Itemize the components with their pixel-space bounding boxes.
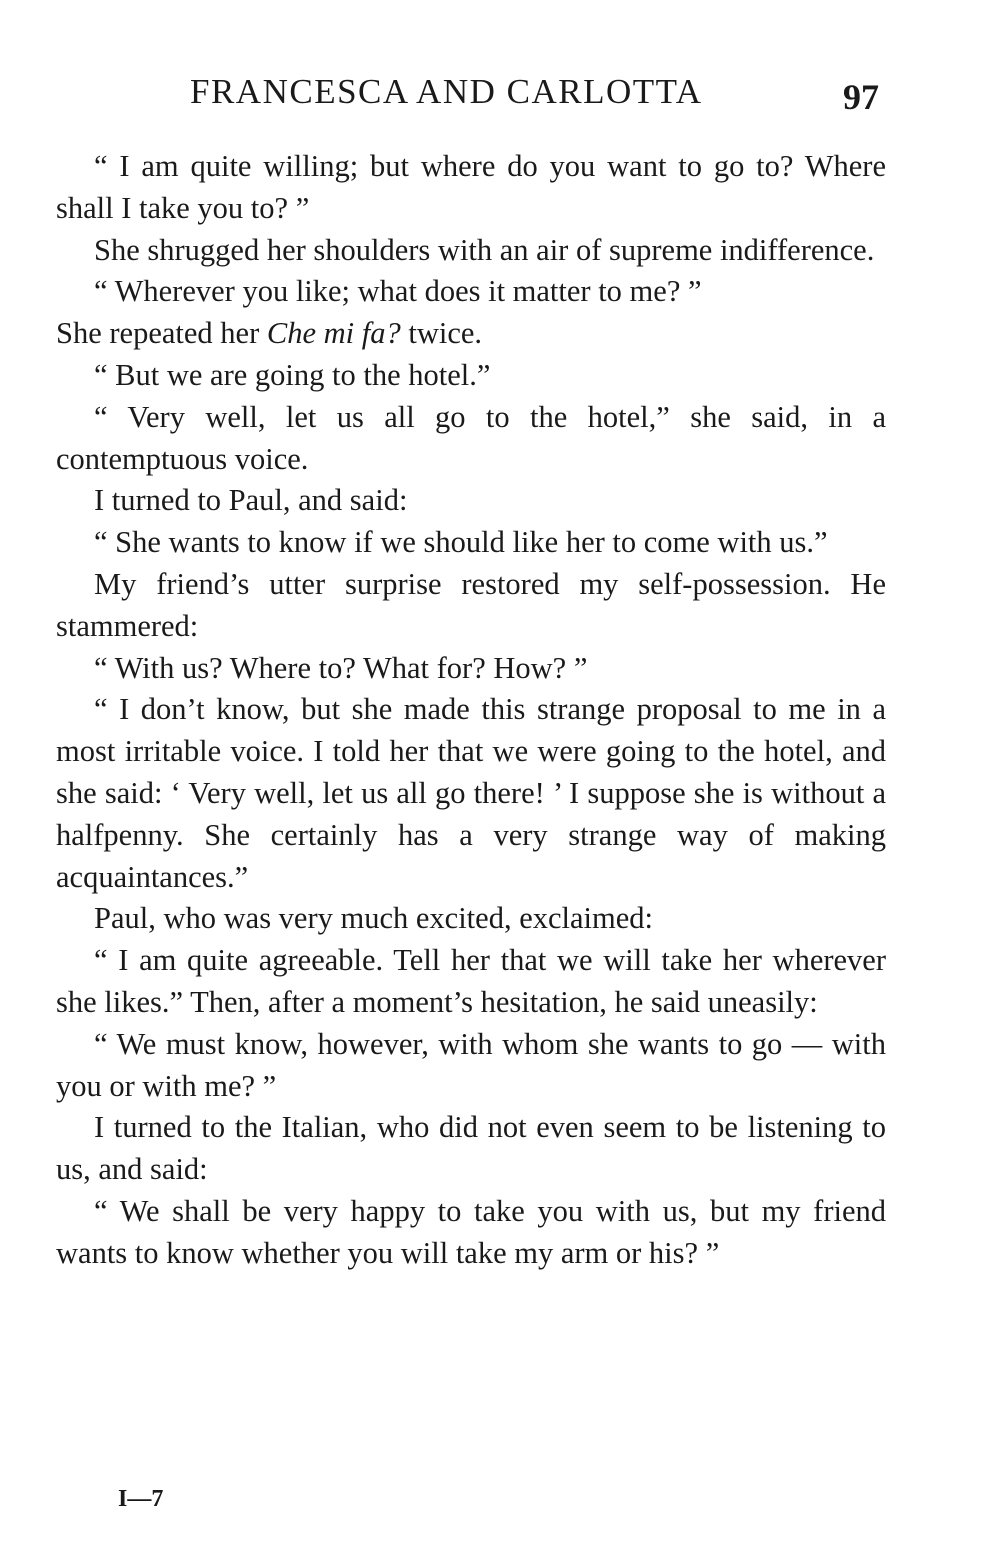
paragraph: “ She wants to know if we should like her to come with us.”: [94, 525, 828, 560]
page-number: 97: [843, 77, 879, 117]
paragraph: “ I am quite willing; but where do you want to go to? Where shall I take you to? ”: [56, 149, 886, 225]
signature-mark: I—7: [118, 1486, 164, 1512]
paragraph: She shrugged her shoulders with an air of supreme indifference.: [94, 232, 875, 267]
paragraph: “ Wherever you like; what does it matter to me? ”: [94, 274, 702, 309]
italic-phrase: Che mi fa?: [266, 316, 401, 351]
paragraph: “ With us? Where to? What for? How? ”: [94, 650, 588, 685]
page-header: [0, 72, 1000, 122]
paragraph: “ But we are going to the hotel.”: [94, 357, 491, 392]
paragraph: Paul, who was very much excited, exclaimed:: [94, 901, 653, 936]
paragraph-repeated: [56, 313, 886, 355]
running-title: FRANCESCA AND CARLOTTA: [190, 72, 703, 111]
paragraph: “ I don’t know, but she made this strange proposal to me in a most irritable voice. I told her that we were going to the hotel, and she said: ‘ Very well, let us all go there! ’ I suppose she is without a halfpenny. She certainly has a very strange way of making acquaintances.”: [56, 692, 886, 894]
repeated-before: She repeated her: [56, 316, 260, 351]
paragraph: “ We must know, however, with whom she wants to go — with you or with me? ”: [56, 1026, 886, 1103]
paragraph: “ We shall be very happy to take you with us, but my friend wants to know whether you will take my arm or his? ”: [56, 1193, 886, 1270]
paragraph: “ I am quite agreeable. Tell her that we will take her wherever she likes.” Then, after a moment’s hesitation, he said uneasily:: [56, 943, 886, 1019]
paragraph: My friend’s utter surprise restored my self-possession. He stammered:: [56, 566, 886, 643]
paragraph: “ Very well, let us all go to the hotel,” she said, in a contemptuous voice.: [56, 399, 886, 476]
paragraph: I turned to Paul, and said:: [94, 483, 408, 518]
repeated-after: twice.: [408, 316, 483, 351]
body-text: [56, 146, 886, 1275]
paragraph: I turned to the Italian, who did not even seem to be listening to us, and said:: [56, 1110, 886, 1187]
